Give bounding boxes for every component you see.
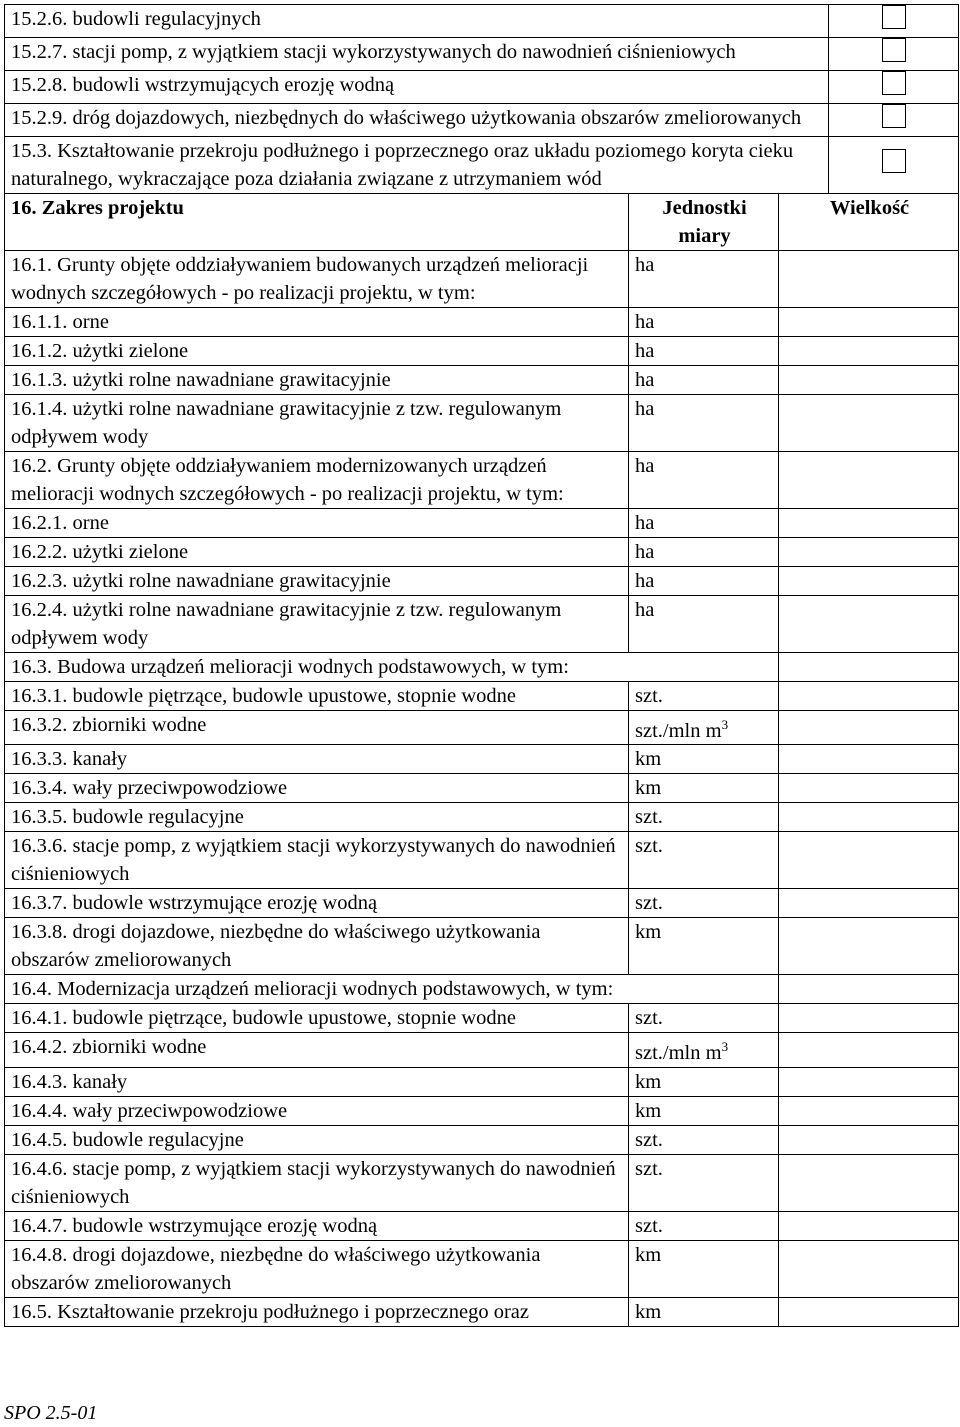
value-cell[interactable]: [779, 1126, 959, 1155]
section-15-label: 15.3. Kształtowanie przekroju podłużnego i poprzecznego oraz układu poziomego koryta cieku naturalnego, wykraczające poza działania związane z utrzymaniem wód: [5, 137, 829, 194]
row-label: 16.3.8. drogi dojazdowe, niezbędne do właściwego użytkowania obszarów zmeliorowanych: [5, 918, 629, 975]
row-label: 16.2. Grunty objęte oddziaływaniem modernizowanych urządzeń melioracji wodnych szczegółowych - po realizacji projektu, w tym:: [5, 451, 629, 508]
unit-cell: [629, 394, 779, 451]
unit-column-header: Jednostki miary: [629, 193, 779, 250]
checkbox-cell: [829, 71, 959, 104]
checkbox[interactable]: [882, 104, 906, 128]
table-row: [5, 595, 959, 652]
value-cell[interactable]: [779, 1212, 959, 1241]
form-code-footer: SPO 2.5-01: [4, 1402, 98, 1424]
unit-cell: [629, 710, 779, 745]
table-row: [5, 803, 959, 832]
subsection-heading-row: [5, 652, 959, 681]
table-row: [5, 307, 959, 336]
value-column-header: Wielkość: [779, 193, 959, 250]
value-cell[interactable]: [779, 394, 959, 451]
unit-cell: [629, 1033, 779, 1068]
unit-cell: [629, 336, 779, 365]
value-cell[interactable]: [779, 803, 959, 832]
value-cell[interactable]: [779, 681, 959, 710]
value-cell[interactable]: [779, 307, 959, 336]
table-row: [5, 681, 959, 710]
table-row: [5, 394, 959, 451]
subsection-heading: 16.4. Modernizacja urządzeń melioracji wodnych podstawowych, w tym:: [5, 975, 779, 1004]
unit-text: ha: [635, 397, 655, 420]
unit-text: szt.: [635, 806, 663, 829]
section-15-row: [5, 71, 959, 104]
unit-text: km: [635, 777, 662, 800]
row-label: 16.4.2. zbiorniki wodne: [5, 1033, 629, 1068]
unit-text: ha: [635, 540, 655, 563]
unit-text: ha: [635, 310, 655, 333]
unit-text: km: [635, 748, 662, 771]
value-cell[interactable]: [779, 451, 959, 508]
section-15-table: [4, 4, 959, 194]
checkbox-cell: [829, 104, 959, 137]
section-16-header-row: [5, 193, 959, 250]
unit-cell: [629, 566, 779, 595]
table-row: [5, 1004, 959, 1033]
unit-text: km: [635, 1100, 662, 1123]
unit-cell: [629, 1097, 779, 1126]
unit-cell: [629, 1126, 779, 1155]
table-row: [5, 1298, 959, 1327]
table-row: [5, 508, 959, 537]
unit-text: szt.: [635, 1129, 663, 1152]
unit-cell: [629, 1155, 779, 1212]
value-cell[interactable]: [779, 1298, 959, 1327]
table-row: [5, 774, 959, 803]
unit-cell: [629, 451, 779, 508]
unit-text: ha: [635, 511, 655, 534]
section-15-label: 15.2.7. stacji pomp, z wyjątkiem stacji wykorzystywanych do nawodnień ciśnieniowych: [5, 38, 829, 71]
section-15-row: [5, 137, 959, 194]
unit-text: ha: [635, 598, 655, 621]
value-cell[interactable]: [779, 745, 959, 774]
row-label: 16.4.3. kanały: [5, 1068, 629, 1097]
unit-cell: [629, 365, 779, 394]
unit-text: szt./mln m: [635, 1042, 722, 1065]
unit-cell: [629, 745, 779, 774]
table-row: [5, 451, 959, 508]
row-label: 16.1.1. orne: [5, 307, 629, 336]
unit-text: szt.: [635, 684, 663, 707]
row-label: 16.4.7. budowle wstrzymujące erozję wodną: [5, 1212, 629, 1241]
table-row: [5, 745, 959, 774]
unit-cell: [629, 681, 779, 710]
value-cell[interactable]: [779, 336, 959, 365]
row-label: 16.1. Grunty objęte oddziaływaniem budowanych urządzeń melioracji wodnych szczegółowych - po realizacji projektu, w tym:: [5, 250, 629, 307]
row-label: 16.1.2. użytki zielone: [5, 336, 629, 365]
value-cell: [779, 975, 959, 1004]
unit-cell: [629, 803, 779, 832]
value-cell: [779, 652, 959, 681]
row-label: 16.2.4. użytki rolne nawadniane grawitacyjnie z tzw. regulowanym odpływem wody: [5, 595, 629, 652]
table-row: [5, 1097, 959, 1126]
unit-cell: [629, 537, 779, 566]
value-cell[interactable]: [779, 1033, 959, 1068]
unit-cell: [629, 1298, 779, 1327]
unit-superscript: 3: [721, 1039, 729, 1055]
value-cell[interactable]: [779, 774, 959, 803]
unit-cell: [629, 832, 779, 889]
row-label: 16.1.4. użytki rolne nawadniane grawitacyjnie z tzw. regulowanym odpływem wody: [5, 394, 629, 451]
unit-text: szt.: [635, 892, 663, 915]
row-label: 16.3.1. budowle piętrzące, budowle upustowe, stopnie wodne: [5, 681, 629, 710]
value-cell[interactable]: [779, 918, 959, 975]
value-cell[interactable]: [779, 1068, 959, 1097]
row-label: 16.3.4. wały przeciwpowodziowe: [5, 774, 629, 803]
unit-text: km: [635, 1244, 662, 1267]
row-label: 16.2.1. orne: [5, 508, 629, 537]
section-15-row: [5, 104, 959, 137]
row-label: 16.4.6. stacje pomp, z wyjątkiem stacji wykorzystywanych do nawodnień ciśnieniowych: [5, 1155, 629, 1212]
subsection-heading: 16.3. Budowa urządzeń melioracji wodnych podstawowych, w tym:: [5, 652, 779, 681]
row-label: 16.3.6. stacje pomp, z wyjątkiem stacji wykorzystywanych do nawodnień ciśnieniowych: [5, 832, 629, 889]
table-row: [5, 889, 959, 918]
row-label: 16.3.5. budowle regulacyjne: [5, 803, 629, 832]
value-cell[interactable]: [779, 710, 959, 745]
row-label: 16.1.3. użytki rolne nawadniane grawitacyjnie: [5, 365, 629, 394]
section-16-title: 16. Zakres projektu: [5, 193, 629, 250]
unit-text: km: [635, 1071, 662, 1094]
section-15-row: [5, 38, 959, 71]
value-cell[interactable]: [779, 508, 959, 537]
table-row: [5, 918, 959, 975]
unit-text: szt.: [635, 835, 663, 858]
value-cell[interactable]: [779, 889, 959, 918]
section-15-label: 15.2.9. dróg dojazdowych, niezbędnych do właściwego użytkowania obszarów zmeliorowanych: [5, 104, 829, 137]
table-row: [5, 1155, 959, 1212]
unit-text: szt./mln m: [635, 719, 722, 742]
unit-cell: [629, 1212, 779, 1241]
table-row: [5, 1212, 959, 1241]
value-cell[interactable]: [779, 1241, 959, 1298]
checkbox[interactable]: [882, 5, 906, 29]
row-label: 16.2.2. użytki zielone: [5, 537, 629, 566]
value-cell[interactable]: [779, 566, 959, 595]
unit-cell: [629, 889, 779, 918]
value-cell[interactable]: [779, 1004, 959, 1033]
value-cell[interactable]: [779, 365, 959, 394]
checkbox[interactable]: [882, 149, 906, 173]
value-cell[interactable]: [779, 1097, 959, 1126]
checkbox-cell: [829, 5, 959, 38]
row-label: 16.4.8. drogi dojazdowe, niezbędne do właściwego użytkowania obszarów zmeliorowanych: [5, 1241, 629, 1298]
subsection-heading-row: [5, 975, 959, 1004]
unit-cell: [629, 1068, 779, 1097]
unit-text: ha: [635, 569, 655, 592]
section-15-label: 15.2.6. budowli regulacyjnych: [5, 5, 829, 38]
table-row: [5, 1033, 959, 1068]
table-row: [5, 365, 959, 394]
row-label: 16.3.2. zbiorniki wodne: [5, 710, 629, 745]
unit-cell: [629, 307, 779, 336]
checkbox-cell: [829, 38, 959, 71]
unit-text: km: [635, 921, 662, 944]
table-row: [5, 250, 959, 307]
unit-cell: [629, 1241, 779, 1298]
unit-cell: [629, 250, 779, 307]
value-cell[interactable]: [779, 250, 959, 307]
section-15-row: [5, 5, 959, 38]
unit-text: szt.: [635, 1007, 663, 1030]
row-label: 16.2.3. użytki rolne nawadniane grawitacyjnie: [5, 566, 629, 595]
unit-cell: [629, 508, 779, 537]
table-row: [5, 710, 959, 745]
unit-text: km: [635, 1301, 662, 1324]
unit-text: ha: [635, 454, 655, 477]
unit-cell: [629, 595, 779, 652]
row-label: 16.3.7. budowle wstrzymujące erozję wodną: [5, 889, 629, 918]
row-label: 16.4.1. budowle piętrzące, budowle upustowe, stopnie wodne: [5, 1004, 629, 1033]
table-row: [5, 336, 959, 365]
row-label: 16.4.4. wały przeciwpowodziowe: [5, 1097, 629, 1126]
checkbox[interactable]: [882, 71, 906, 95]
section-15-label: 15.2.8. budowli wstrzymujących erozję wodną: [5, 71, 829, 104]
unit-superscript: 3: [721, 716, 729, 732]
unit-cell: [629, 918, 779, 975]
unit-text: ha: [635, 253, 655, 276]
value-cell[interactable]: [779, 832, 959, 889]
table-row: [5, 1068, 959, 1097]
unit-cell: [629, 1004, 779, 1033]
table-row: [5, 1126, 959, 1155]
form-page: [4, 4, 958, 1327]
table-row: [5, 832, 959, 889]
table-row: [5, 566, 959, 595]
checkbox-cell: [829, 137, 959, 194]
value-cell[interactable]: [779, 537, 959, 566]
row-label: 16.5. Kształtowanie przekroju podłużnego i poprzecznego oraz: [5, 1298, 629, 1327]
value-cell[interactable]: [779, 1155, 959, 1212]
table-row: [5, 537, 959, 566]
value-cell[interactable]: [779, 595, 959, 652]
unit-text: ha: [635, 368, 655, 391]
table-row: [5, 1241, 959, 1298]
unit-text: szt.: [635, 1215, 663, 1238]
row-label: 16.3.3. kanały: [5, 745, 629, 774]
unit-cell: [629, 774, 779, 803]
section-16-table: [4, 193, 959, 1328]
checkbox[interactable]: [882, 38, 906, 62]
unit-text: szt.: [635, 1158, 663, 1181]
row-label: 16.4.5. budowle regulacyjne: [5, 1126, 629, 1155]
unit-text: ha: [635, 339, 655, 362]
